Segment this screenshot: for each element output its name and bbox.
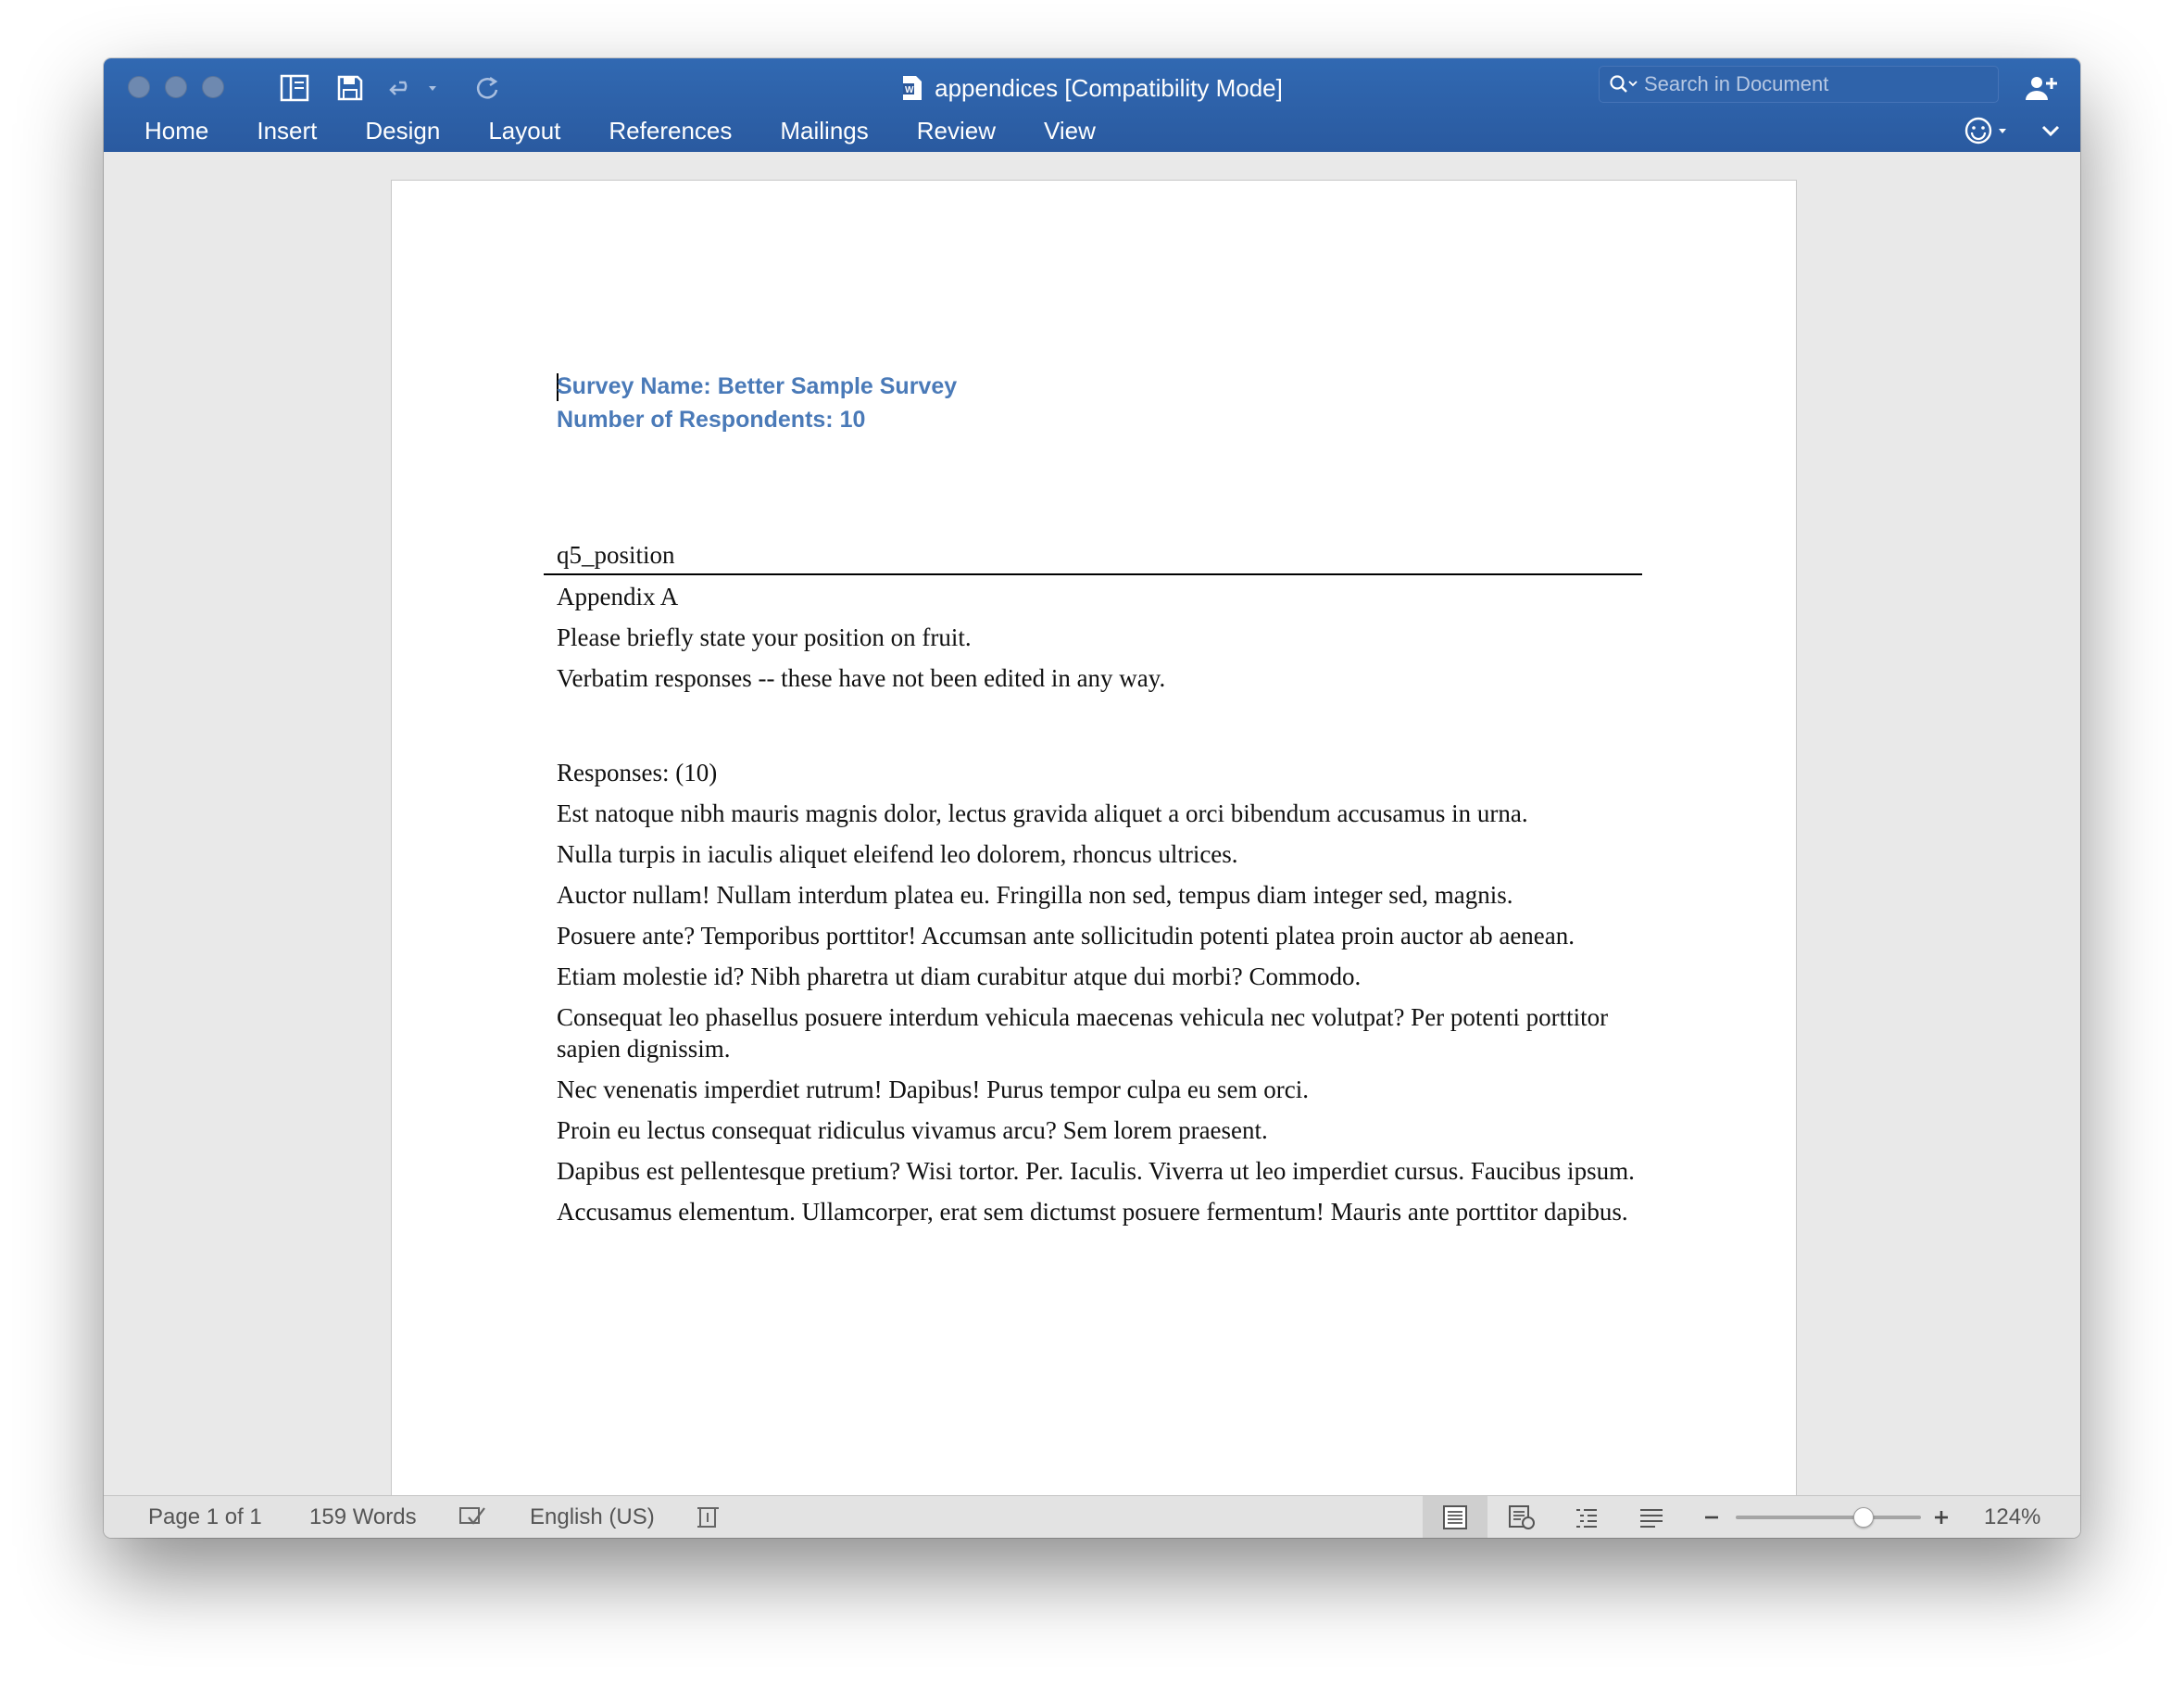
zoom-slider-thumb[interactable]	[1853, 1507, 1874, 1528]
response-item: Proin eu lectus consequat ridiculus vivamus arcu? Sem lorem praesent.	[557, 1116, 1268, 1144]
outline-view-icon[interactable]	[1554, 1496, 1619, 1538]
zoom-in-button[interactable]	[1932, 1496, 1951, 1538]
response-item: Etiam molestie id? Nibh pharetra ut diam curabitur atque dui morbi? Commodo.	[557, 963, 1362, 990]
minimize-window-button[interactable]	[165, 76, 187, 98]
tab-view[interactable]: View	[1044, 117, 1096, 145]
response-item: Dapibus est pellentesque pretium? Wisi tortor. Per. Iaculis. Viverra ut leo imperdiet cursus. Faucibus ipsum.	[557, 1157, 1635, 1185]
word-document-icon	[901, 74, 923, 102]
web-layout-view-icon[interactable]	[1489, 1496, 1554, 1538]
tab-mailings[interactable]: Mailings	[780, 117, 869, 145]
draft-view-icon[interactable]	[1619, 1496, 1684, 1538]
tab-home[interactable]: Home	[144, 117, 209, 145]
response-item: Consequat leo phasellus posuere interdum vehicula maecenas vehicula nec volutpat? Per potenti porttitor sapien dignissim.	[557, 1003, 1609, 1063]
sidebar-icon[interactable]	[276, 71, 313, 105]
language[interactable]: English (US)	[530, 1504, 655, 1529]
document-canvas	[104, 152, 2080, 1495]
verbatim-note: Verbatim responses -- these have not been edited in any way.	[557, 664, 1166, 692]
word-count[interactable]: 159 Words	[309, 1504, 417, 1529]
print-layout-view-icon[interactable]	[1423, 1496, 1487, 1538]
word-window	[104, 58, 2080, 1538]
tab-design[interactable]: Design	[365, 117, 441, 145]
survey-name-heading: Survey Name: Better Sample Survey	[557, 370, 1640, 403]
response-item: Accusamus elementum. Ullamcorper, erat sem dictumst posuere fermentum! Mauris ante porttitor dapibus.	[557, 1198, 1628, 1226]
close-window-button[interactable]	[128, 76, 150, 98]
response-item: Nec venenatis imperdiet rutrum! Dapibus! Purus tempor culpa eu sem orci.	[557, 1076, 1310, 1103]
title-bar	[104, 58, 2080, 152]
track-changes-icon[interactable]	[695, 1496, 722, 1538]
undo-icon[interactable]	[387, 71, 445, 105]
tab-layout[interactable]: Layout	[488, 117, 561, 145]
response-item: Posuere ante? Temporibus porttitor! Accumsan ante sollicitudin potenti platea proin auctor ab aenean.	[557, 922, 1575, 950]
search-icon	[1609, 74, 1638, 94]
redo-icon[interactable]	[471, 71, 504, 105]
respondents-heading: Number of Respondents: 10	[557, 407, 866, 433]
response-item: Auctor nullam! Nullam interdum platea eu. Fringilla non sed, tempus diam integer sed, magnis.	[557, 881, 1513, 909]
save-icon[interactable]	[333, 71, 367, 105]
zoom-slider[interactable]	[1736, 1516, 1921, 1519]
tab-references[interactable]: References	[609, 117, 733, 145]
tab-review[interactable]: Review	[916, 117, 996, 145]
zoom-window-button[interactable]	[202, 76, 224, 98]
question-text: Please briefly state your position on fruit.	[557, 623, 972, 651]
zoom-out-button[interactable]	[1702, 1496, 1721, 1538]
zoom-percent[interactable]: 124%	[1984, 1504, 2041, 1529]
ribbon-tabs	[104, 112, 1120, 149]
response-item: Nulla turpis in iaculis aliquet eleifend leo dolorem, rhoncus ultrices.	[557, 840, 1238, 868]
smiley-feedback-icon[interactable]	[1964, 114, 2015, 147]
tab-insert[interactable]: Insert	[257, 117, 318, 145]
document-body	[557, 370, 1640, 1227]
status-bar	[104, 1495, 2080, 1538]
share-add-person-icon[interactable]	[2023, 71, 2060, 105]
question-id: q5_position	[544, 538, 1642, 575]
search-field[interactable]	[1599, 66, 1999, 103]
document-page[interactable]	[391, 180, 1797, 1495]
proofing-icon[interactable]	[458, 1496, 487, 1538]
responses-label: Responses: (10)	[557, 759, 718, 786]
appendix-label: Appendix A	[557, 583, 679, 610]
response-item: Est natoque nibh mauris magnis dolor, lectus gravida aliquet a orci bibendum accusamus in urna.	[557, 799, 1528, 827]
svg-text:W: W	[905, 85, 914, 95]
document-title: appendices [Compatibility Mode]	[935, 74, 1283, 102]
collapse-ribbon-chevron-icon[interactable]	[2032, 114, 2069, 147]
page-count[interactable]: Page 1 of 1	[148, 1504, 262, 1529]
search-placeholder: Search in Document	[1644, 72, 1829, 95]
